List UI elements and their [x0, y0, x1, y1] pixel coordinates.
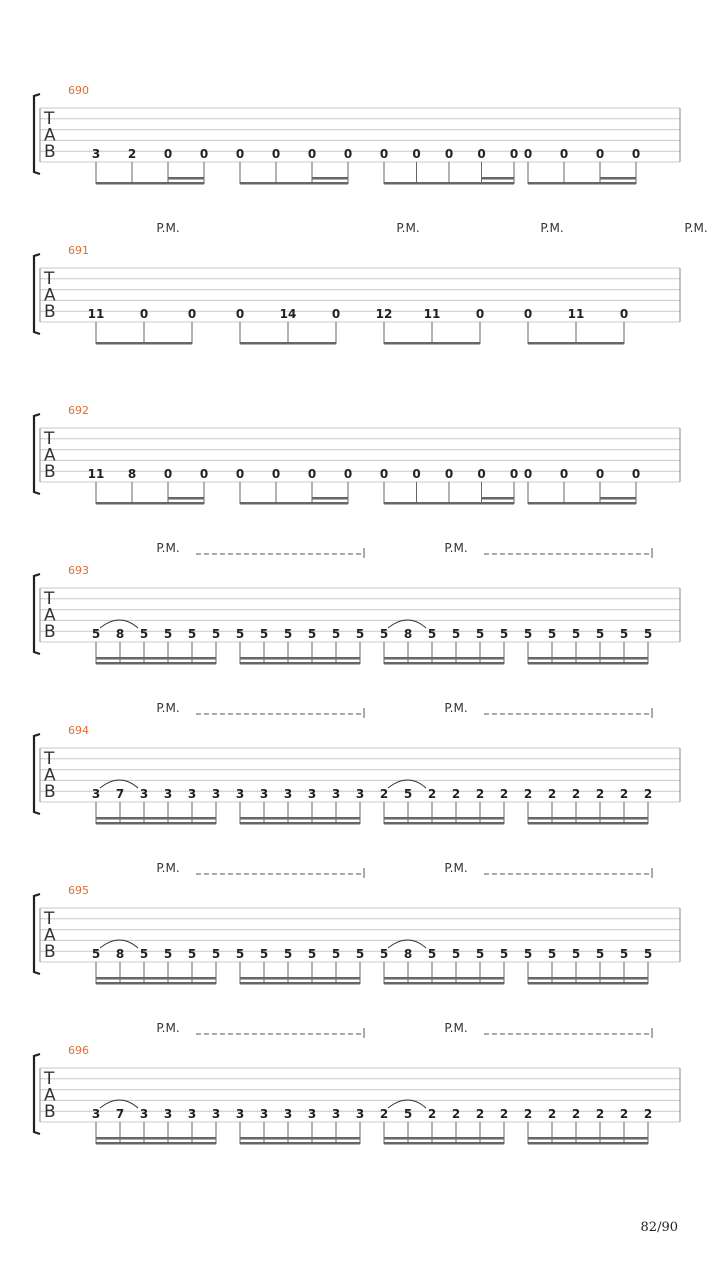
tab-note: 2 [547, 787, 557, 801]
tab-note: 11 [87, 467, 105, 481]
tab-note: 0 [271, 147, 281, 161]
tab-clef-letter: B [44, 142, 56, 162]
system-bracket [34, 894, 40, 974]
palm-mute-label: P.M. [156, 1021, 180, 1035]
tab-note: 5 [331, 627, 341, 641]
tab-note: 5 [307, 627, 317, 641]
beam-primary [240, 662, 360, 665]
tab-note: 3 [355, 1107, 365, 1121]
tab-system-690 [34, 84, 680, 185]
tab-note: 5 [259, 947, 269, 961]
tab-note: 2 [619, 1107, 629, 1121]
beam-primary [96, 1142, 216, 1145]
tab-note: 0 [509, 467, 519, 481]
tab-note: 5 [523, 947, 533, 961]
tab-note: 5 [595, 627, 605, 641]
tab-note: 11 [87, 307, 105, 321]
tab-system-692 [34, 404, 680, 505]
tab-note: 5 [259, 627, 269, 641]
tab-note: 0 [307, 147, 317, 161]
palm-mute-label: P.M. [540, 221, 564, 235]
tab-note: 2 [499, 1107, 509, 1121]
tab-note: 0 [412, 467, 421, 481]
tab-note: 8 [115, 947, 125, 961]
tab-note: 3 [187, 787, 197, 801]
tab-note: 5 [547, 627, 557, 641]
tab-note: 3 [355, 787, 365, 801]
tab-note: 3 [235, 1107, 245, 1121]
tab-note: 0 [444, 147, 454, 161]
tab-note: 2 [475, 787, 485, 801]
palm-mute-label: P.M. [444, 541, 468, 555]
tab-note: 8 [127, 467, 137, 481]
tab-note: 0 [343, 467, 353, 481]
tab-note: 8 [115, 627, 125, 641]
beam-secondary [96, 817, 216, 820]
tab-note: 8 [403, 627, 413, 641]
tab-note: 5 [355, 947, 365, 961]
tab-note: 5 [451, 947, 461, 961]
tab-clef-letter: B [44, 302, 56, 322]
tab-note: 0 [187, 307, 197, 321]
tab-clef-letter: A [44, 445, 56, 466]
tab-note: 5 [355, 627, 365, 641]
tab-system-694 [34, 701, 680, 825]
tab-note: 2 [523, 787, 533, 801]
beam-primary [384, 1142, 504, 1145]
tab-note: 5 [619, 627, 629, 641]
tab-note: 5 [451, 627, 461, 641]
beam-primary [96, 502, 204, 505]
tab-system-691 [34, 221, 708, 345]
tab-note: 2 [451, 787, 461, 801]
tab-note: 5 [403, 787, 413, 801]
beam-secondary [240, 657, 360, 660]
beam-primary [528, 982, 648, 985]
tab-system-693 [34, 541, 680, 665]
tab-note: 3 [211, 787, 221, 801]
tab-note: 5 [403, 1107, 413, 1121]
tab-note: 0 [631, 147, 641, 161]
tab-note: 3 [211, 1107, 221, 1121]
tab-note: 0 [475, 307, 485, 321]
tab-note: 3 [307, 1107, 317, 1121]
tab-note: 2 [427, 1107, 437, 1121]
tab-note: 0 [595, 467, 605, 481]
tab-note: 5 [331, 947, 341, 961]
beam-primary [528, 662, 648, 665]
tab-note: 2 [523, 1107, 533, 1121]
tab-note: 0 [343, 147, 353, 161]
tab-note: 3 [91, 787, 101, 801]
tab-clef-letter: T [44, 109, 55, 129]
tab-note: 5 [571, 947, 581, 961]
measure-number: 692 [68, 404, 89, 417]
tab-note: 0 [559, 467, 569, 481]
tab-clef-letter: B [44, 622, 56, 642]
tab-note: 0 [199, 467, 209, 481]
tab-note: 3 [163, 1107, 173, 1121]
beam-primary [384, 342, 480, 345]
beam-primary [240, 342, 336, 345]
tab-system-695 [34, 861, 680, 985]
measure-number: 695 [68, 884, 89, 897]
beam-primary [384, 662, 504, 665]
tab-note: 0 [379, 147, 389, 161]
palm-mute-label: P.M. [396, 221, 420, 235]
beam-secondary [312, 177, 348, 180]
tab-note: 3 [331, 787, 341, 801]
beam-primary [240, 982, 360, 985]
tab-note: 3 [139, 787, 149, 801]
tab-clef-letter: A [44, 125, 56, 146]
tab-note: 5 [619, 947, 629, 961]
tab-note: 5 [499, 627, 509, 641]
tab-note: 2 [475, 1107, 485, 1121]
tab-note: 0 [523, 467, 533, 481]
tab-note: 0 [235, 307, 245, 321]
system-bracket [34, 574, 40, 654]
tab-clef-letter: A [44, 285, 56, 306]
tab-note: 3 [91, 147, 101, 161]
tab-note: 0 [559, 147, 569, 161]
beam-primary [240, 182, 348, 185]
tab-clef-letter: B [44, 462, 56, 482]
tab-note: 3 [307, 787, 317, 801]
tab-clef-letter: T [44, 749, 55, 769]
tab-note: 3 [259, 787, 269, 801]
beam-secondary [96, 1137, 216, 1140]
tab-note: 0 [235, 147, 245, 161]
beam-primary [240, 1142, 360, 1145]
tab-note: 2 [571, 787, 581, 801]
beam-secondary [96, 657, 216, 660]
beam-secondary [240, 817, 360, 820]
tab-note: 14 [279, 307, 297, 321]
tab-note: 0 [477, 147, 486, 161]
tab-note: 7 [115, 787, 125, 801]
beam-secondary [96, 977, 216, 980]
tab-note: 5 [283, 947, 293, 961]
beam-primary [96, 982, 216, 985]
tab-system-696 [34, 1021, 680, 1145]
tab-note: 5 [307, 947, 317, 961]
tab-note: 11 [567, 307, 585, 321]
tab-note: 0 [139, 307, 149, 321]
tab-note: 5 [571, 627, 581, 641]
tab-clef-letter: B [44, 942, 56, 962]
tab-note: 2 [379, 787, 389, 801]
beam-secondary [384, 977, 504, 980]
tab-note: 2 [595, 787, 605, 801]
beam-secondary [384, 657, 504, 660]
tab-note: 5 [163, 627, 173, 641]
palm-mute-label: P.M. [156, 541, 180, 555]
tab-note: 3 [139, 1107, 149, 1121]
beam-secondary [240, 1137, 360, 1140]
system-bracket [34, 414, 40, 494]
tab-note: 2 [643, 1107, 653, 1121]
tab-note: 5 [235, 947, 245, 961]
tab-note: 5 [643, 947, 653, 961]
tab-note: 0 [619, 307, 629, 321]
beam-primary [384, 822, 504, 825]
beam-primary [240, 822, 360, 825]
tab-note: 3 [91, 1107, 101, 1121]
tab-note: 8 [403, 947, 413, 961]
tab-note: 0 [412, 147, 421, 161]
system-bracket [34, 734, 40, 814]
tab-note: 7 [115, 1107, 125, 1121]
tab-clef-letter: T [44, 1069, 55, 1089]
tab-note: 3 [163, 787, 173, 801]
beam-secondary [384, 817, 504, 820]
beam-primary [96, 182, 204, 185]
tab-note: 5 [211, 947, 221, 961]
beam-primary [528, 182, 636, 185]
tab-note: 0 [379, 467, 389, 481]
tab-note: 5 [427, 627, 437, 641]
tab-clef-letter: B [44, 1102, 56, 1122]
palm-mute-label: P.M. [444, 1021, 468, 1035]
tab-clef-letter: T [44, 269, 55, 289]
beam-primary [384, 182, 514, 185]
tab-clef-letter: A [44, 605, 56, 626]
tab-note: 0 [271, 467, 281, 481]
tab-note: 3 [187, 1107, 197, 1121]
tab-note: 0 [509, 147, 519, 161]
tab-note: 0 [444, 467, 454, 481]
palm-mute-label: P.M. [444, 701, 468, 715]
tab-note: 0 [477, 467, 486, 481]
beam-secondary [384, 1137, 504, 1140]
tab-clef-letter: A [44, 765, 56, 786]
tab-note: 5 [595, 947, 605, 961]
tab-note: 2 [499, 787, 509, 801]
beam-secondary [528, 1137, 648, 1140]
tab-note: 0 [523, 307, 533, 321]
tab-note: 2 [619, 787, 629, 801]
beam-primary [240, 502, 348, 505]
measure-number: 694 [68, 724, 89, 737]
tab-note: 2 [547, 1107, 557, 1121]
measure-number: 691 [68, 244, 89, 257]
tab-note: 5 [235, 627, 245, 641]
tab-note: 5 [187, 947, 197, 961]
beam-primary [528, 342, 624, 345]
system-bracket [34, 254, 40, 334]
tab-note: 0 [307, 467, 317, 481]
beam-primary [528, 502, 636, 505]
measure-number: 696 [68, 1044, 89, 1057]
system-bracket [34, 94, 40, 174]
tab-note: 5 [139, 947, 149, 961]
tab-note: 5 [379, 627, 389, 641]
tab-note: 3 [331, 1107, 341, 1121]
beam-secondary [168, 177, 204, 180]
tab-note: 5 [643, 627, 653, 641]
palm-mute-label: P.M. [684, 221, 708, 235]
tab-clef-letter: T [44, 589, 55, 609]
beam-primary [528, 822, 648, 825]
beam-secondary [528, 817, 648, 820]
tab-note: 5 [523, 627, 533, 641]
tab-note: 5 [475, 627, 485, 641]
tab-clef-letter: B [44, 782, 56, 802]
tab-note: 5 [547, 947, 557, 961]
tab-note: 0 [331, 307, 341, 321]
tab-note: 0 [199, 147, 209, 161]
palm-mute-label: P.M. [156, 861, 180, 875]
palm-mute-label: P.M. [444, 861, 468, 875]
tab-note: 5 [283, 627, 293, 641]
tab-note: 5 [427, 947, 437, 961]
tab-note: 11 [423, 307, 441, 321]
tab-clef-letter: T [44, 909, 55, 929]
beam-secondary [528, 657, 648, 660]
tab-note: 2 [427, 787, 437, 801]
tab-note: 3 [283, 1107, 293, 1121]
tab-note: 5 [91, 627, 101, 641]
tab-note: 5 [187, 627, 197, 641]
tab-note: 2 [643, 787, 653, 801]
tab-note: 0 [595, 147, 605, 161]
system-bracket [34, 1054, 40, 1134]
beam-primary [384, 982, 504, 985]
tab-clef-letter: A [44, 925, 56, 946]
beam-primary [384, 502, 514, 505]
tab-note: 5 [91, 947, 101, 961]
palm-mute-label: P.M. [156, 701, 180, 715]
tab-note: 5 [379, 947, 389, 961]
tab-note: 5 [475, 947, 485, 961]
tab-clef-letter: T [44, 429, 55, 449]
measure-number: 693 [68, 564, 89, 577]
page-number: 82/90 [640, 1220, 678, 1235]
tab-note: 2 [379, 1107, 389, 1121]
beam-primary [528, 1142, 648, 1145]
tab-note: 3 [259, 1107, 269, 1121]
tab-note: 0 [631, 467, 641, 481]
tab-note: 0 [235, 467, 245, 481]
beam-primary [96, 822, 216, 825]
tab-note: 5 [499, 947, 509, 961]
beam-secondary [600, 497, 636, 500]
tab-note: 2 [127, 147, 137, 161]
tab-note: 0 [163, 147, 173, 161]
palm-mute-label: P.M. [156, 221, 180, 235]
tab-note: 5 [163, 947, 173, 961]
beam-secondary [312, 497, 348, 500]
beam-secondary [600, 177, 636, 180]
beam-secondary [240, 977, 360, 980]
beam-secondary [168, 497, 204, 500]
beam-secondary [482, 177, 515, 180]
tab-note: 5 [139, 627, 149, 641]
tab-note: 0 [163, 467, 173, 481]
tab-note: 2 [451, 1107, 461, 1121]
beam-secondary [482, 497, 515, 500]
tab-note: 3 [235, 787, 245, 801]
tab-note: 2 [595, 1107, 605, 1121]
beam-secondary [528, 977, 648, 980]
beam-primary [96, 342, 192, 345]
tab-clef-letter: A [44, 1085, 56, 1106]
tab-note: 3 [283, 787, 293, 801]
tab-note: 0 [523, 147, 533, 161]
tab-note: 2 [571, 1107, 581, 1121]
tab-note: 5 [211, 627, 221, 641]
beam-primary [96, 662, 216, 665]
tab-note: 12 [375, 307, 393, 321]
measure-number: 690 [68, 84, 89, 97]
